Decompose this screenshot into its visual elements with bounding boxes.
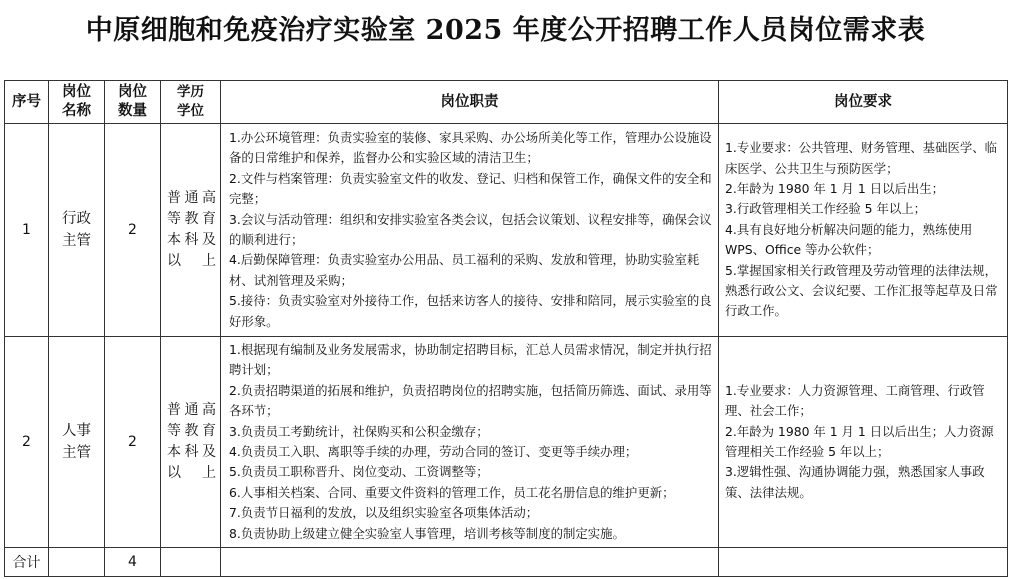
- total-empty-cell: [49, 548, 105, 577]
- requirement-item: 1.专业要求：公共管理、财务管理、基础医学、临床医学、公共卫生与预防医学；: [725, 140, 998, 176]
- duty-item: 1.办公环境管理：负责实验室的装修、家具采购、办公场所美化等工作，管理办公设施设备的日常维护和保养，监督办公和实验区域的清洁卫生；: [229, 129, 712, 166]
- row-position-label: 行政主管: [62, 211, 91, 249]
- table-row: [5, 124, 1008, 337]
- duty-item: 8.负责协助上级建立健全实验室人事管理，培训考核等制度的制定实施。: [229, 525, 625, 541]
- table-header-row: [5, 81, 1008, 124]
- requirement-item: 3.逻辑性强、沟通协调能力强，熟悉国家人事政策、法律法规。: [725, 464, 985, 500]
- requirement-item: 2.年龄为 1980 年 1 月 1 日以后出生；人力资源管理相关工作经验 5 年以上；: [725, 423, 994, 459]
- duty-item: 2.文件与档案管理：负责实验室文件的收发、登记、归档和保管工作，确保文件的安全和完整；: [229, 170, 712, 207]
- duty-item: 4.负责员工入职、离职等手续的办理，劳动合同的签订、变更等手续办理；: [229, 444, 638, 459]
- row-count: 2: [105, 337, 161, 548]
- total-count: 4: [105, 548, 161, 577]
- header-requirements: 岗位要求: [719, 81, 1008, 124]
- row-position: [49, 337, 105, 548]
- duty-item: 3.负责员工考勤统计，社保购买和公积金缴存；: [229, 423, 489, 439]
- row-position: [49, 124, 105, 337]
- row-requirements: [719, 124, 1008, 337]
- requirement-item: 3.行政管理相关工作经验 5 年以上；: [725, 201, 927, 217]
- duty-item: 2.负责招聘渠道的拓展和维护，负责招聘岗位的招聘实施，包括简历筛选、面试、录用等各环节；: [229, 382, 712, 419]
- duty-item: 1.根据现有编制及业务发展需求，协助制定招聘目标，汇总人员需求情况，制定并执行招聘计划；: [229, 341, 712, 378]
- total-label: 合计: [5, 548, 49, 577]
- page-title: 中原细胞和免疫治疗实验室 2025 年度公开招聘工作人员岗位需求表: [85, 15, 926, 46]
- duty-item: 4.后勤保障管理：负责实验室办公用品、员工福利的采购、发放和管理，协助实验室耗材、试剂管理及采购；: [229, 252, 700, 288]
- row-duties: [221, 337, 719, 548]
- duty-item: 5.接待：负责实验室对外接待工作，包括来访客人的接待、安排和陪同，展示实验室的良好形象。: [229, 293, 712, 329]
- total-empty-cell: [719, 548, 1008, 577]
- requirement-item: 4.具有良好地分析解决问题的能力，熟练使用 WPS、Office 等办公软件；: [725, 221, 973, 258]
- row-seq: 2: [5, 337, 49, 548]
- requirement-item: 2.年龄为 1980 年 1 月 1 日以后出生；: [725, 180, 945, 196]
- header-seq: [5, 81, 49, 124]
- row-position-label: 人事主管: [62, 423, 91, 461]
- table-row: [5, 337, 1008, 548]
- header-duties: 岗位职责: [221, 81, 719, 124]
- row-education-label: 普通高等教育本科及以上: [167, 402, 216, 481]
- header-position: [49, 81, 105, 124]
- row-requirements: [719, 337, 1008, 548]
- row-education: [161, 337, 221, 548]
- header-count-label: 岗位数量: [118, 84, 147, 119]
- duty-item: 6.人事相关档案、合同、重要文件资料的管理工作，员工花名册信息的维护更新；: [229, 484, 675, 500]
- header-education: [161, 81, 221, 124]
- row-count: 2: [105, 124, 161, 337]
- duty-item: 3.会议与活动管理：组织和安排实验室各类会议，包括会议策划、议程安排等，确保会议的顺利进行；: [229, 211, 712, 247]
- row-education-label: 普通高等教育本科及以上: [167, 190, 216, 269]
- row-seq: 1: [5, 124, 49, 337]
- row-duties: [221, 124, 719, 337]
- row-education: [161, 124, 221, 337]
- position-table: [4, 80, 1008, 577]
- duty-item: 5.负责员工职称晋升、岗位变动、工资调整等；: [229, 464, 489, 480]
- total-empty-cell: [221, 548, 719, 577]
- duty-item: 7.负责节日福利的发放，以及组织实验室各项集体活动；: [229, 505, 539, 521]
- requirement-item: 1.专业要求：人力资源管理、工商管理、行政管理、社会工作；: [725, 382, 985, 419]
- total-empty-cell: [161, 548, 221, 577]
- header-position-label: 岗位名称: [62, 84, 91, 119]
- header-seq-label: 序号: [12, 93, 41, 110]
- total-row: [5, 548, 1008, 577]
- header-education-label: 学历学位: [177, 84, 204, 119]
- header-count: [105, 81, 161, 124]
- requirement-item: 5.掌握国家相关行政管理及劳动管理的法律法规，熟悉行政公文、会议纪要、工作汇报等起草及日常行政工作。: [725, 262, 998, 319]
